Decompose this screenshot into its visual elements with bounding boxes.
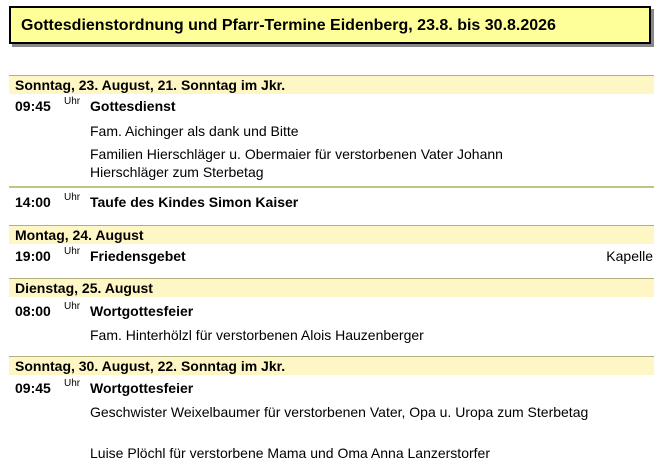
event-time: 08:00 bbox=[15, 303, 51, 319]
mass-intention: Familien Hierschläger u. Obermaier für verstorbenen Vater Johann Hierschläger zum Sterbetag bbox=[90, 146, 503, 180]
day-header-sunday-30: Sonntag, 30. August, 22. Sonntag im Jkr. bbox=[9, 356, 654, 375]
header-box bbox=[9, 6, 651, 44]
event-row bbox=[0, 248, 663, 268]
event-time: 19:00 bbox=[15, 248, 51, 264]
time-unit: Uhr bbox=[64, 192, 81, 203]
event-name: Friedensgebet bbox=[90, 248, 186, 264]
separator-line bbox=[9, 186, 654, 188]
event-name: Taufe des Kindes Simon Kaiser bbox=[90, 194, 299, 210]
page-title: Gottesdienstordnung und Pfarr-Termine Eidenberg, 23.8. bis 30.8.2026 bbox=[21, 17, 556, 34]
mass-intention: Fam. Hinterhölzl für verstorbenen Alois Hauzenberger bbox=[90, 327, 424, 343]
day-header-monday-24: Montag, 24. August bbox=[9, 225, 654, 244]
event-row bbox=[0, 194, 663, 214]
time-unit: Uhr bbox=[64, 96, 81, 107]
time-unit: Uhr bbox=[64, 246, 81, 257]
event-time: 14:00 bbox=[15, 194, 51, 210]
day-header-tuesday-25: Dienstag, 25. August bbox=[9, 278, 654, 297]
event-name: Gottesdienst bbox=[90, 98, 176, 114]
mass-intention: Luise Plöchl für verstorbene Mama und Oma Anna Lanzerstorfer bbox=[90, 445, 490, 461]
event-row bbox=[0, 303, 663, 323]
time-unit: Uhr bbox=[64, 378, 81, 389]
event-row bbox=[0, 380, 663, 400]
event-row bbox=[0, 98, 663, 118]
event-time: 09:45 bbox=[15, 98, 51, 114]
day-header-sunday-23: Sonntag, 23. August, 21. Sonntag im Jkr. bbox=[9, 75, 654, 94]
event-time: 09:45 bbox=[15, 380, 51, 396]
event-name: Wortgottesfeier bbox=[90, 303, 194, 319]
event-name: Wortgottesfeier bbox=[90, 380, 194, 396]
mass-intention: Geschwister Weixelbaumer für verstorbenen Vater, Opa u. Uropa zum Sterbetag bbox=[90, 404, 589, 420]
mass-intention: Fam. Aichinger als dank und Bitte bbox=[90, 123, 299, 139]
time-unit: Uhr bbox=[64, 301, 81, 312]
event-location: Kapelle bbox=[606, 248, 653, 264]
